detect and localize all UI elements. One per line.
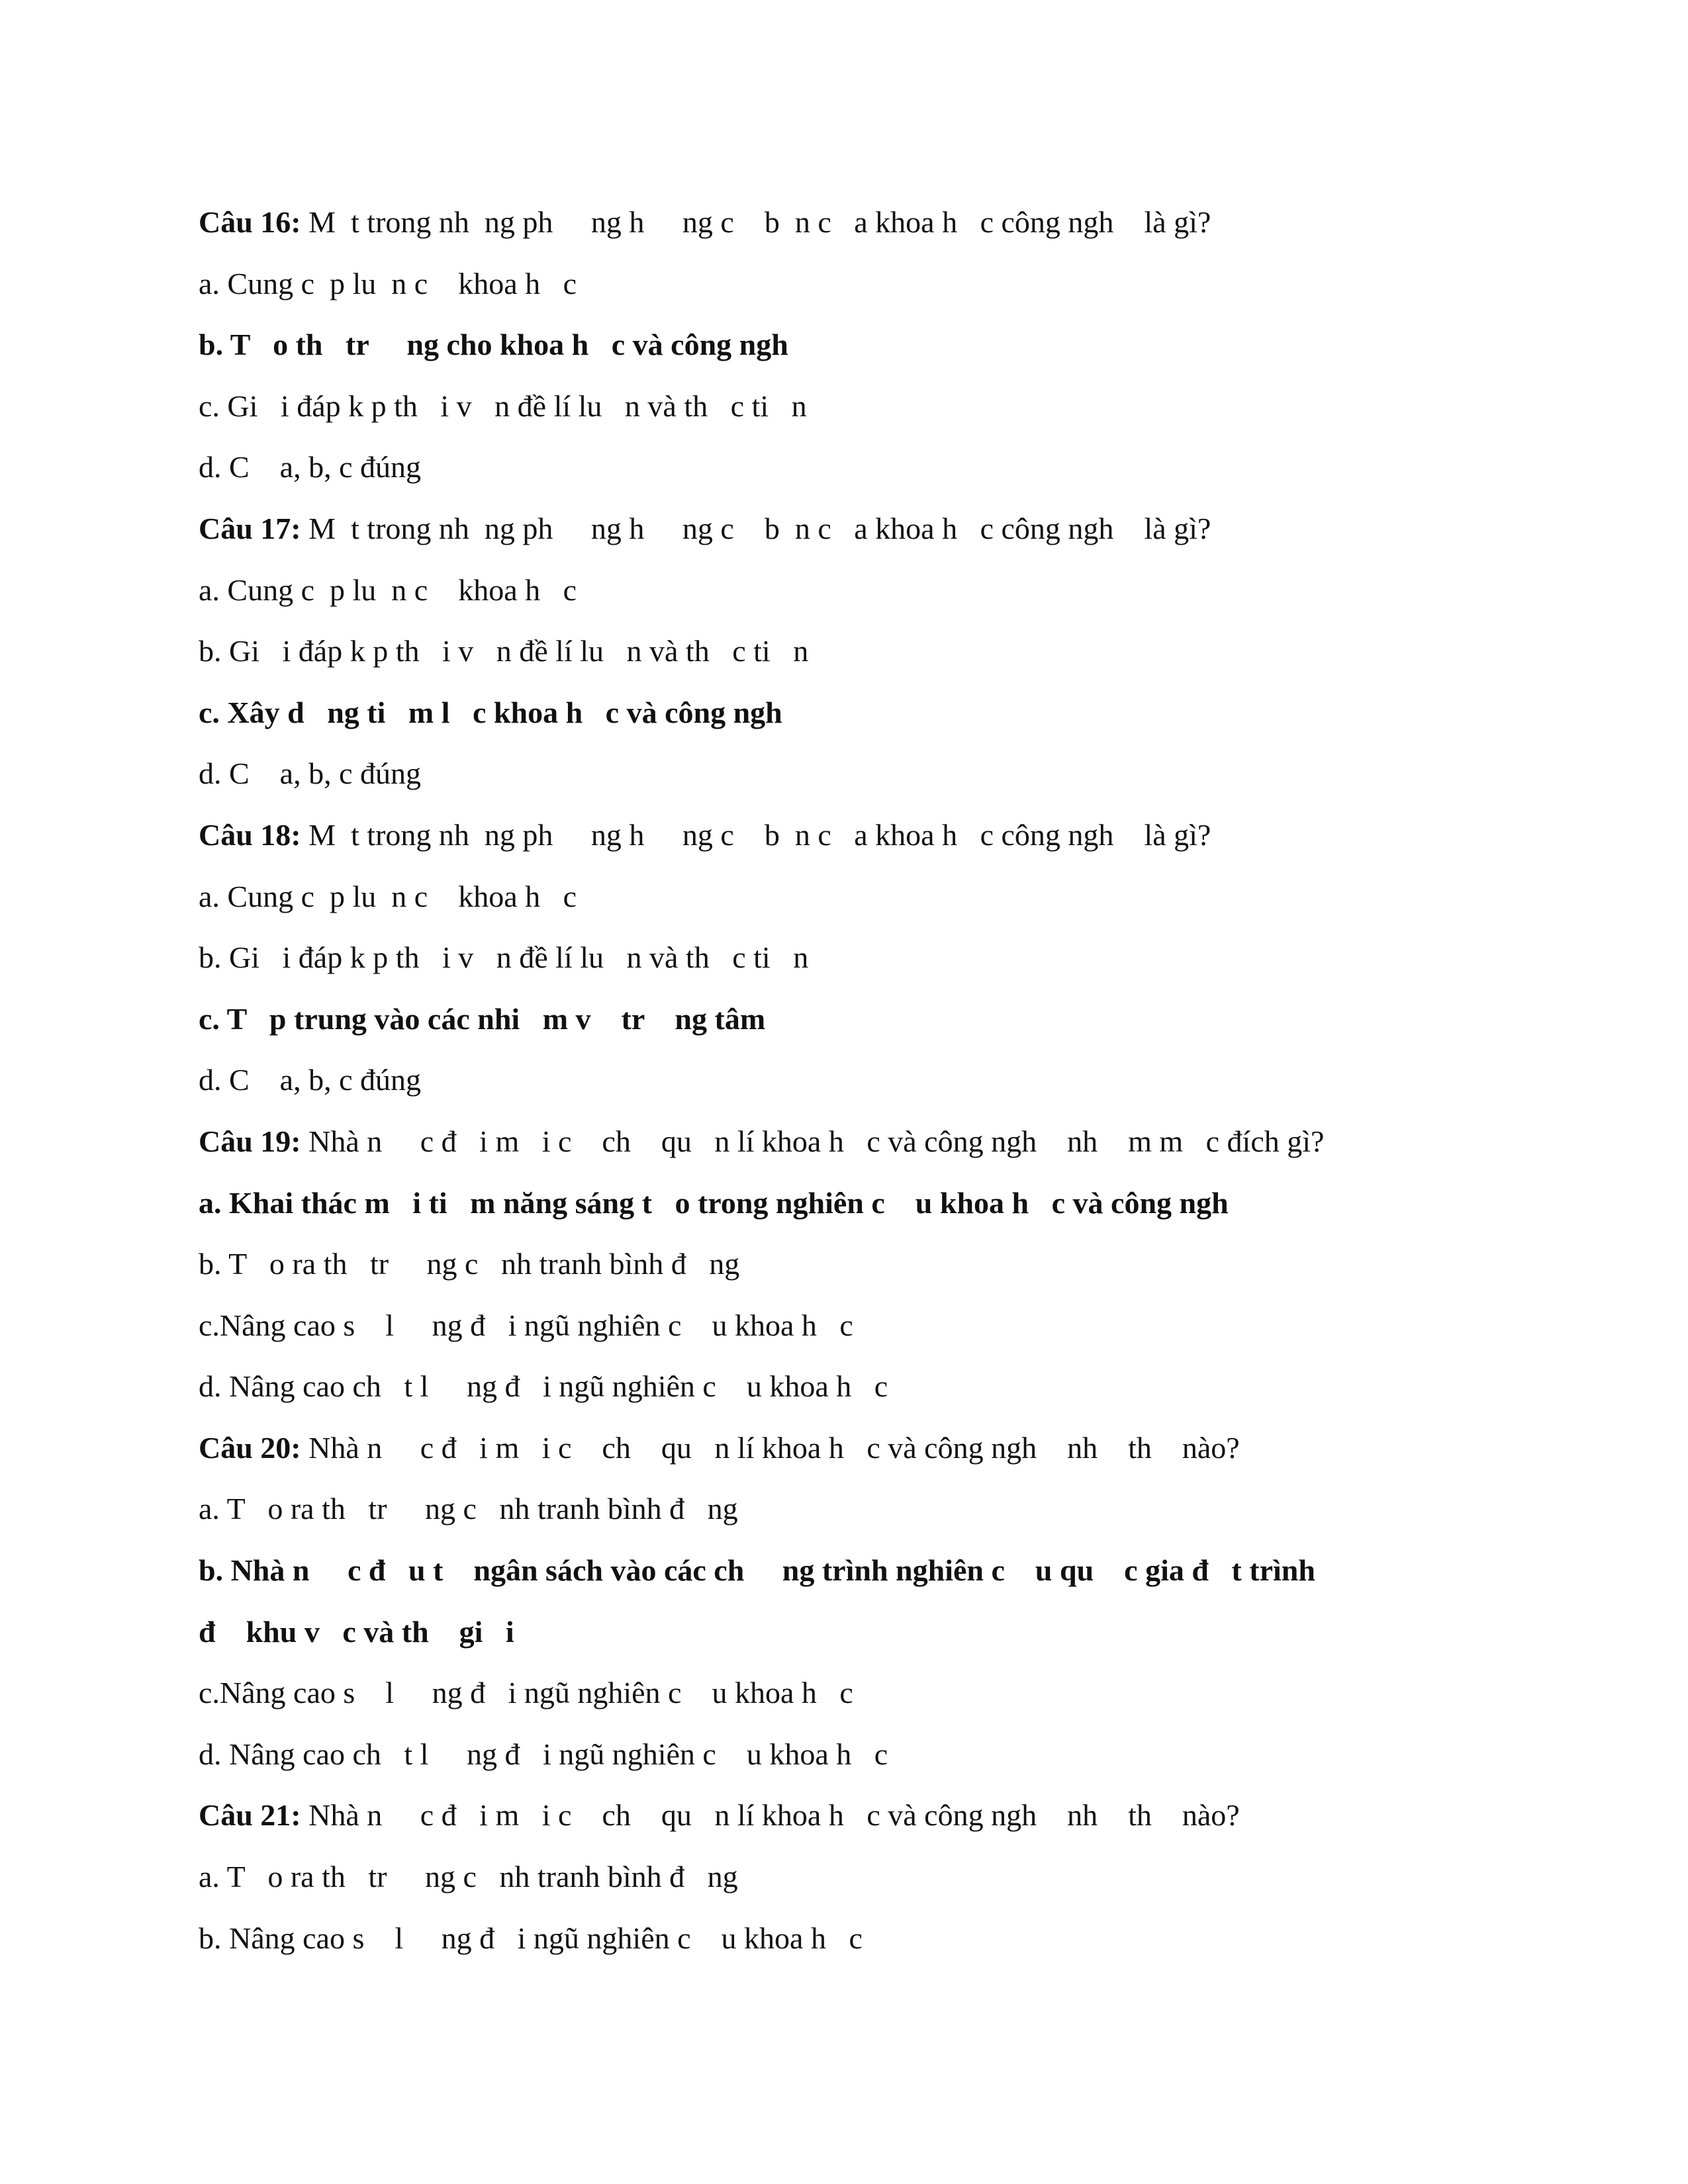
- option-c-answer: c. Xây d ng ti m l c khoa h c và công ngh: [199, 695, 782, 729]
- question-text: M t trong nh ng ph ng h ng c b n c a khoa h c công ngh là gì?: [301, 511, 1211, 545]
- question-21: [199, 1785, 1523, 1846]
- question-text: Nhà n c đ i m i c ch qu n lí khoa h c và công ngh nh th nào?: [301, 1430, 1240, 1465]
- option-a: a. Cung c p lu n c khoa h c: [199, 879, 577, 913]
- question-text: M t trong nh ng ph ng h ng c b n c a khoa h c công ngh là gì?: [301, 817, 1211, 852]
- question-label: Câu 19:: [199, 1124, 301, 1158]
- option-d: d. C a, b, c đúng: [199, 450, 422, 484]
- option-d: d. C a, b, c đúng: [199, 756, 422, 791]
- question-label: Câu 17:: [199, 511, 301, 545]
- option-a: a. T o ra th tr ng c nh tranh bình đ ng: [199, 1492, 738, 1526]
- option-d: d. C a, b, c đúng: [199, 1063, 422, 1097]
- option-b: b. Nâng cao s l ng đ i ngũ nghiên c u khoa h c: [199, 1921, 863, 1955]
- question-label: Câu 18:: [199, 817, 301, 852]
- question-20: [199, 1418, 1523, 1479]
- option-a-answer: a. Khai thác m i ti m năng sáng t o trong nghiên c u khoa h c và công ngh: [199, 1185, 1229, 1220]
- option-c: c. Gi i đáp k p th i v n đề lí lu n và th c ti n: [199, 388, 807, 423]
- question-text: Nhà n c đ i m i c ch qu n lí khoa h c và công ngh nh th nào?: [301, 1798, 1240, 1833]
- option-a: a. Cung c p lu n c khoa h c: [199, 266, 577, 300]
- option-a: a. T o ra th tr ng c nh tranh bình đ ng: [199, 1860, 738, 1894]
- option-c: c.Nâng cao s l ng đ i ngũ nghiên c u khoa h c: [199, 1308, 853, 1342]
- question-16: [199, 192, 1523, 253]
- option-d: d. Nâng cao ch t l ng đ i ngũ nghiên c u khoa h c: [199, 1737, 888, 1771]
- option-b: b. Gi i đáp k p th i v n đề lí lu n và th c ti n: [199, 940, 809, 975]
- question-text: M t trong nh ng ph ng h ng c b n c a khoa h c công ngh là gì?: [301, 205, 1211, 239]
- question-label: Câu 16:: [199, 205, 301, 239]
- question-label: Câu 20:: [199, 1430, 301, 1465]
- option-b-answer-continued: đ khu v c và th gi i: [199, 1614, 514, 1649]
- option-c-answer: c. T p trung vào các nhi m v tr ng tâm: [199, 1001, 766, 1036]
- question-19: [199, 1111, 1523, 1173]
- question-18: [199, 805, 1523, 866]
- option-a: a. Cung c p lu n c khoa h c: [199, 572, 577, 607]
- option-b-answer: b. Nhà n c đ u t ngân sách vào các ch ng trình nghiên c u qu c gia đ t trình: [199, 1553, 1315, 1588]
- option-d: d. Nâng cao ch t l ng đ i ngũ nghiên c u khoa h c: [199, 1369, 888, 1404]
- question-text: Nhà n c đ i m i c ch qu n lí khoa h c và công ngh nh m m c đích gì?: [301, 1124, 1325, 1158]
- option-c: c.Nâng cao s l ng đ i ngũ nghiên c u khoa h c: [199, 1676, 853, 1710]
- document-body: [199, 192, 1523, 1969]
- question-label: Câu 21:: [199, 1798, 301, 1833]
- option-b: b. T o ra th tr ng c nh tranh bình đ ng: [199, 1247, 740, 1281]
- question-17: [199, 498, 1523, 560]
- option-b: b. Gi i đáp k p th i v n đề lí lu n và th c ti n: [199, 634, 809, 668]
- option-b-answer: b. T o th tr ng cho khoa h c và công ngh: [199, 328, 788, 362]
